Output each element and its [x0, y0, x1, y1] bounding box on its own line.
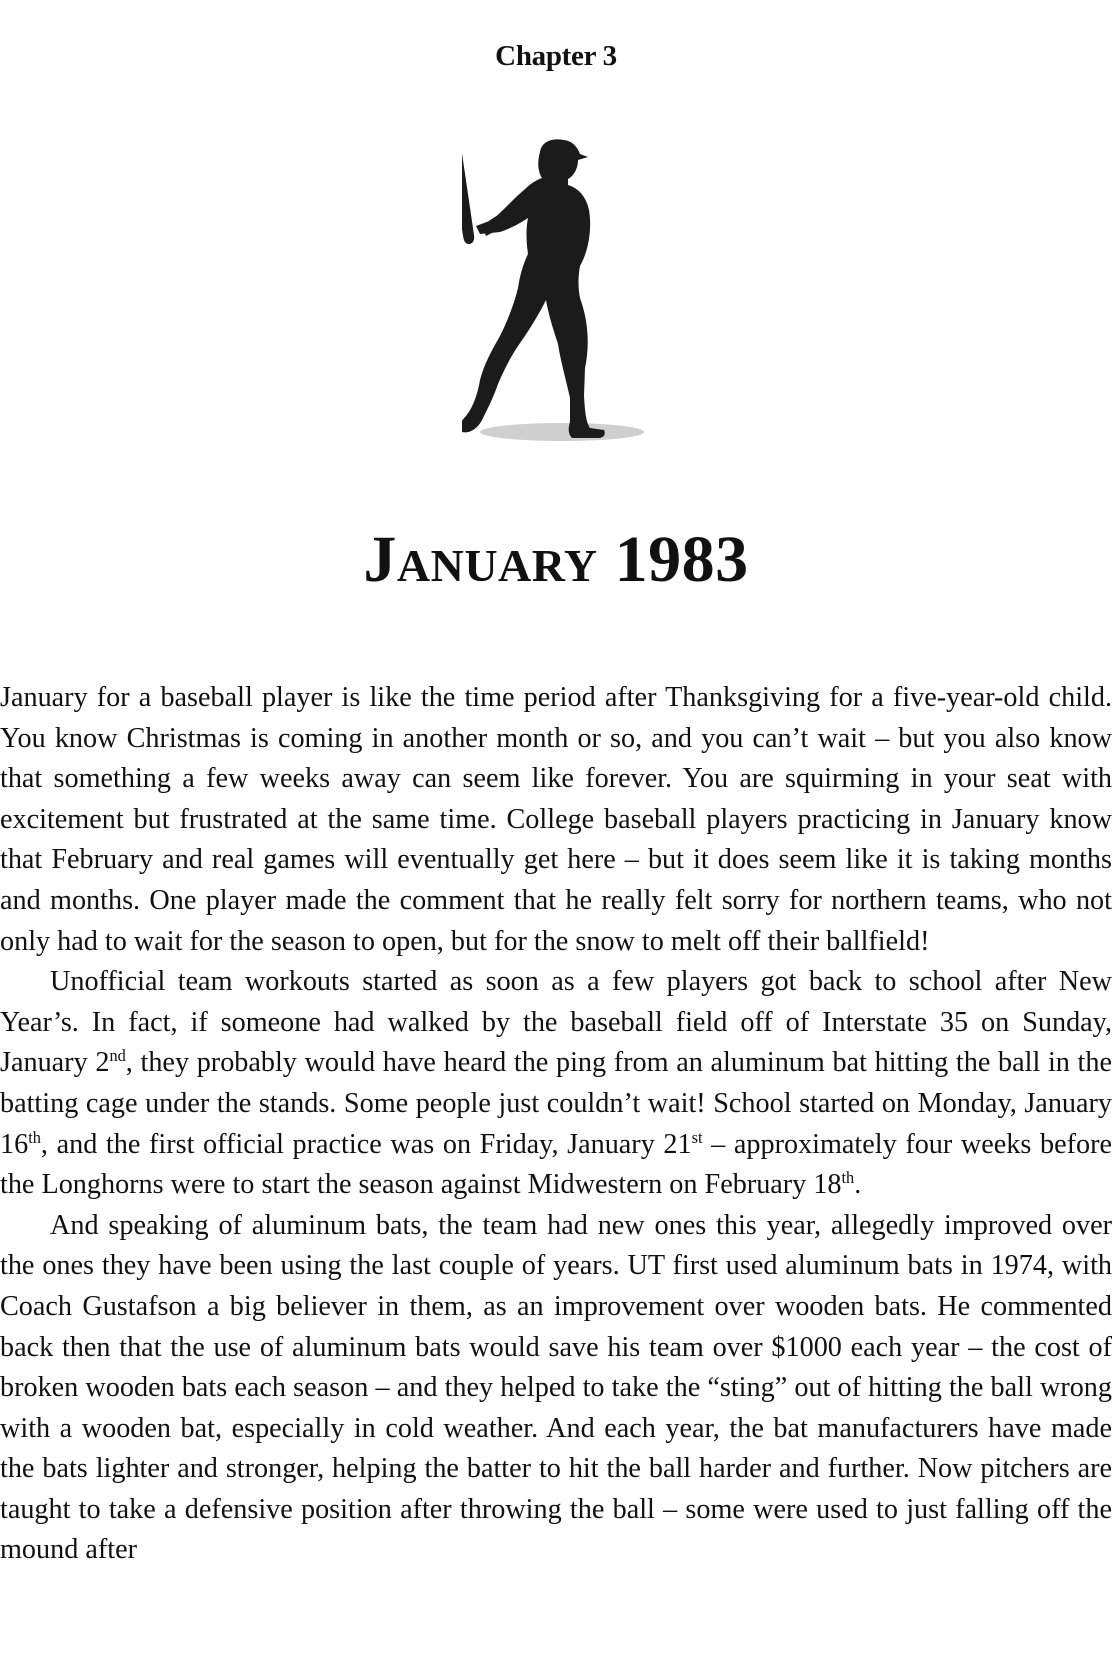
text-segment: Unofficial team workouts started as soon as a few players got back to school after New Year’s. In fact, if someone had walked by the baseball field off of Interstate 35 on Sunday, January 2	[0, 966, 1112, 1079]
chapter-title: January 1983	[363, 523, 749, 596]
paragraph-3	[0, 1206, 1112, 1571]
chapter-label: Chapter 3	[495, 40, 617, 72]
text-segment: , and the first official practice was on Friday, January 21	[40, 1128, 692, 1160]
text-segment: .	[854, 1169, 862, 1201]
baseball-batter-silhouette-icon	[462, 130, 662, 475]
body-text	[0, 678, 1112, 1571]
batter-shadow	[480, 423, 644, 441]
text-segment: , they probably would have heard the ping from an aluminum bat hitting the ball in the batting cage under the stands. Some people just couldn’t wait! School started on Monday, January 16	[0, 1047, 1112, 1160]
batter-body-shape	[462, 139, 605, 438]
text-segment: January for a baseball player is like the time period after Thanksgiving for a five-year-old child. You know Christmas is coming in another month or so, and you can’t wait – but you also know that something a few weeks away can seem like forever. You are squirming in your seat with excitement but frustrated at the same time. College baseball players practicing in January know that February and real games will eventually get here – but it does seem like it is taking months and months. One player made the comment that he really felt sorry for northern teams, who not only had to wait for the season to open, but for the snow to melt off their ballfield!	[0, 682, 1112, 957]
ordinal-suffix: st	[691, 1127, 703, 1147]
ordinal-suffix: th	[28, 1127, 41, 1147]
paragraph-2	[0, 962, 1112, 1206]
ordinal-suffix: nd	[109, 1046, 126, 1066]
ordinal-suffix: th	[841, 1167, 855, 1187]
bat-shape	[462, 130, 474, 244]
text-segment: – approximately four weeks before the Longhorns were to start the season against Midwestern on February 18	[0, 1128, 1112, 1201]
text-segment: And speaking of aluminum bats, the team had new ones this year, allegedly improved over the ones they have been using the last couple of years. UT first used aluminum bats in 1974, with Coach Gustafson a big believer in them, as an improvement over wooden bats. He commented back then that the use of aluminum bats would save his team over $1000 each year – the cost of broken wooden bats each season – and they helped to take the “sting” out of hitting the ball wrong with a wooden bat, especially in cold weather. And each year, the bat manufacturers have made the bats lighter and stronger, helping the batter to hit the ball harder and further. Now pitchers are taught to take a defensive position after throwing the ball – some were used to just falling off the mound after	[0, 1209, 1112, 1566]
paragraph-1	[0, 678, 1112, 962]
